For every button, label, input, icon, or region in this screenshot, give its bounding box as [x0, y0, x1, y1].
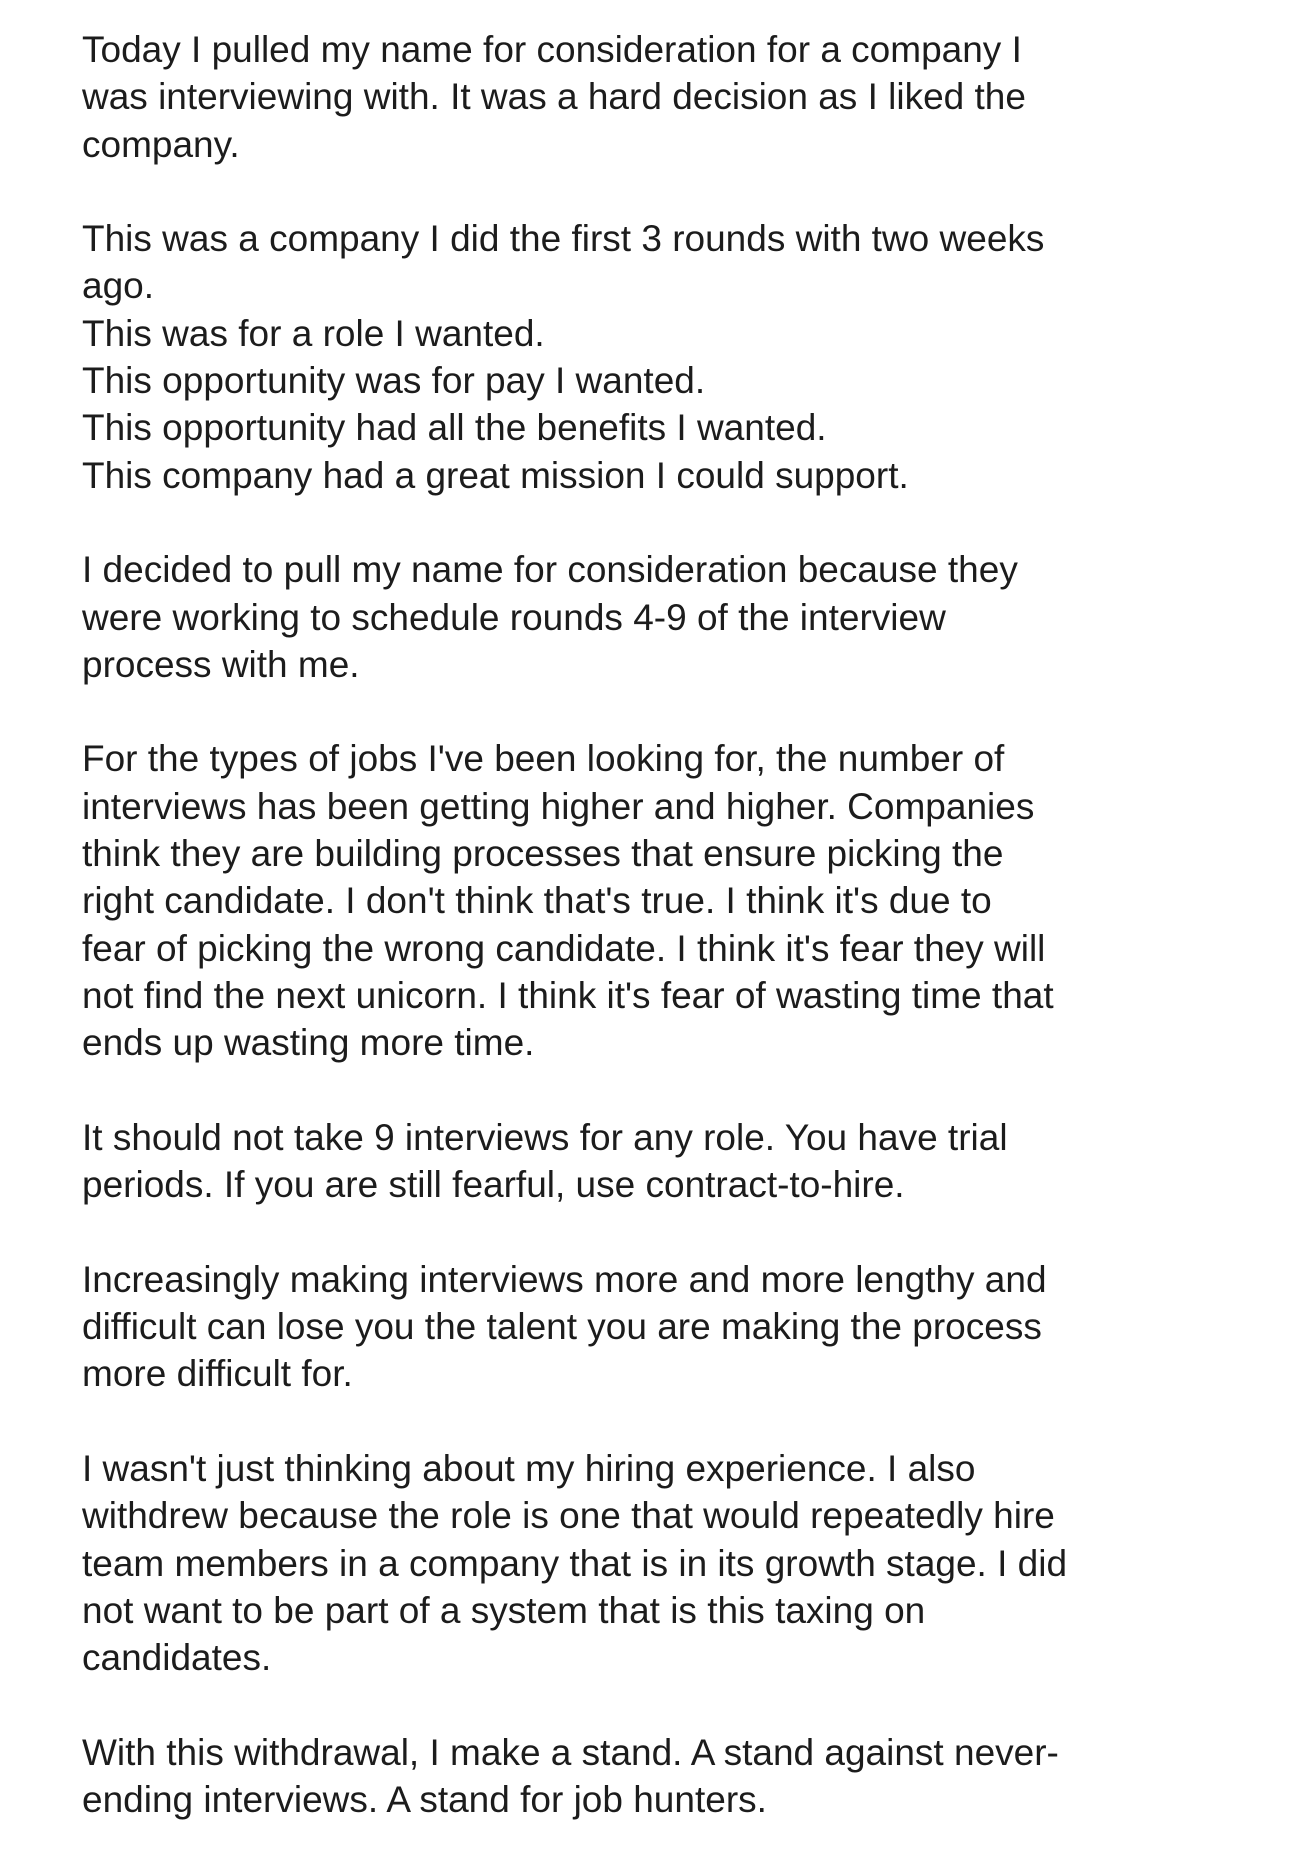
post-line: It should not take 9 interviews for any role. You have trial — [82, 1116, 1008, 1158]
post-line: I decided to pull my name for consideration because they — [82, 549, 1018, 591]
post-body — [82, 26, 1272, 1823]
post-line: right candidate. I don't think that's true. I think it's due to — [82, 880, 992, 922]
post-line: ends up wasting more time. — [82, 1022, 535, 1064]
post-line: think they are building processes that ensure picking the — [82, 833, 1004, 875]
post-paragraph — [82, 1445, 1272, 1681]
post-line: were working to schedule rounds 4-9 of the interview — [82, 596, 946, 638]
post-line: more difficult for. — [82, 1353, 353, 1395]
post-line: ago. — [82, 265, 155, 307]
post-line: not want to be part of a system that is this taxing on — [82, 1589, 926, 1631]
post-paragraph — [82, 26, 1272, 168]
post-line: was interviewing with. It was a hard decision as I liked the — [82, 76, 1026, 118]
post-line: This was a company I did the first 3 rounds with two weeks — [82, 218, 1045, 260]
post-line: This opportunity had all the benefits I wanted. — [82, 407, 827, 449]
post-paragraph — [82, 735, 1272, 1066]
post-line: Today I pulled my name for consideration for a company I — [82, 29, 1022, 70]
post-line: This opportunity was for pay I wanted. — [82, 360, 706, 402]
post-line: With this withdrawal, I make a stand. A stand against never- — [82, 1731, 1059, 1773]
post-line: withdrew because the role is one that would repeatedly hire — [82, 1495, 1055, 1537]
post-line: This company had a great mission I could support. — [82, 454, 909, 496]
post-line: team members in a company that is in its growth stage. I did — [82, 1542, 1068, 1584]
post-paragraph — [82, 546, 1272, 688]
post-paragraph — [82, 215, 1272, 499]
post-line: fear of picking the wrong candidate. I think it's fear they will — [82, 927, 1046, 969]
post-line: not find the next unicorn. I think it's fear of wasting time that — [82, 974, 1054, 1016]
post-line: interviews has been getting higher and higher. Companies — [82, 785, 1035, 827]
post-line: I wasn't just thinking about my hiring experience. I also — [82, 1447, 976, 1489]
post-paragraph — [82, 1729, 1272, 1824]
post-paragraph — [82, 1256, 1272, 1398]
post-line: candidates. — [82, 1637, 272, 1679]
post-line: difficult can lose you the talent you are making the process — [82, 1306, 1042, 1348]
post-line: periods. If you are still fearful, use contract-to-hire. — [82, 1164, 905, 1206]
post-line: company. — [82, 123, 240, 165]
post-line: ending interviews. A stand for job hunters. — [82, 1778, 767, 1820]
post-line: For the types of jobs I've been looking for, the number of — [82, 738, 1005, 780]
post-paragraph — [82, 1114, 1272, 1209]
post-line: This was for a role I wanted. — [82, 312, 545, 354]
post-line: process with me. — [82, 643, 360, 685]
post-line: Increasingly making interviews more and more lengthy and — [82, 1258, 1047, 1300]
